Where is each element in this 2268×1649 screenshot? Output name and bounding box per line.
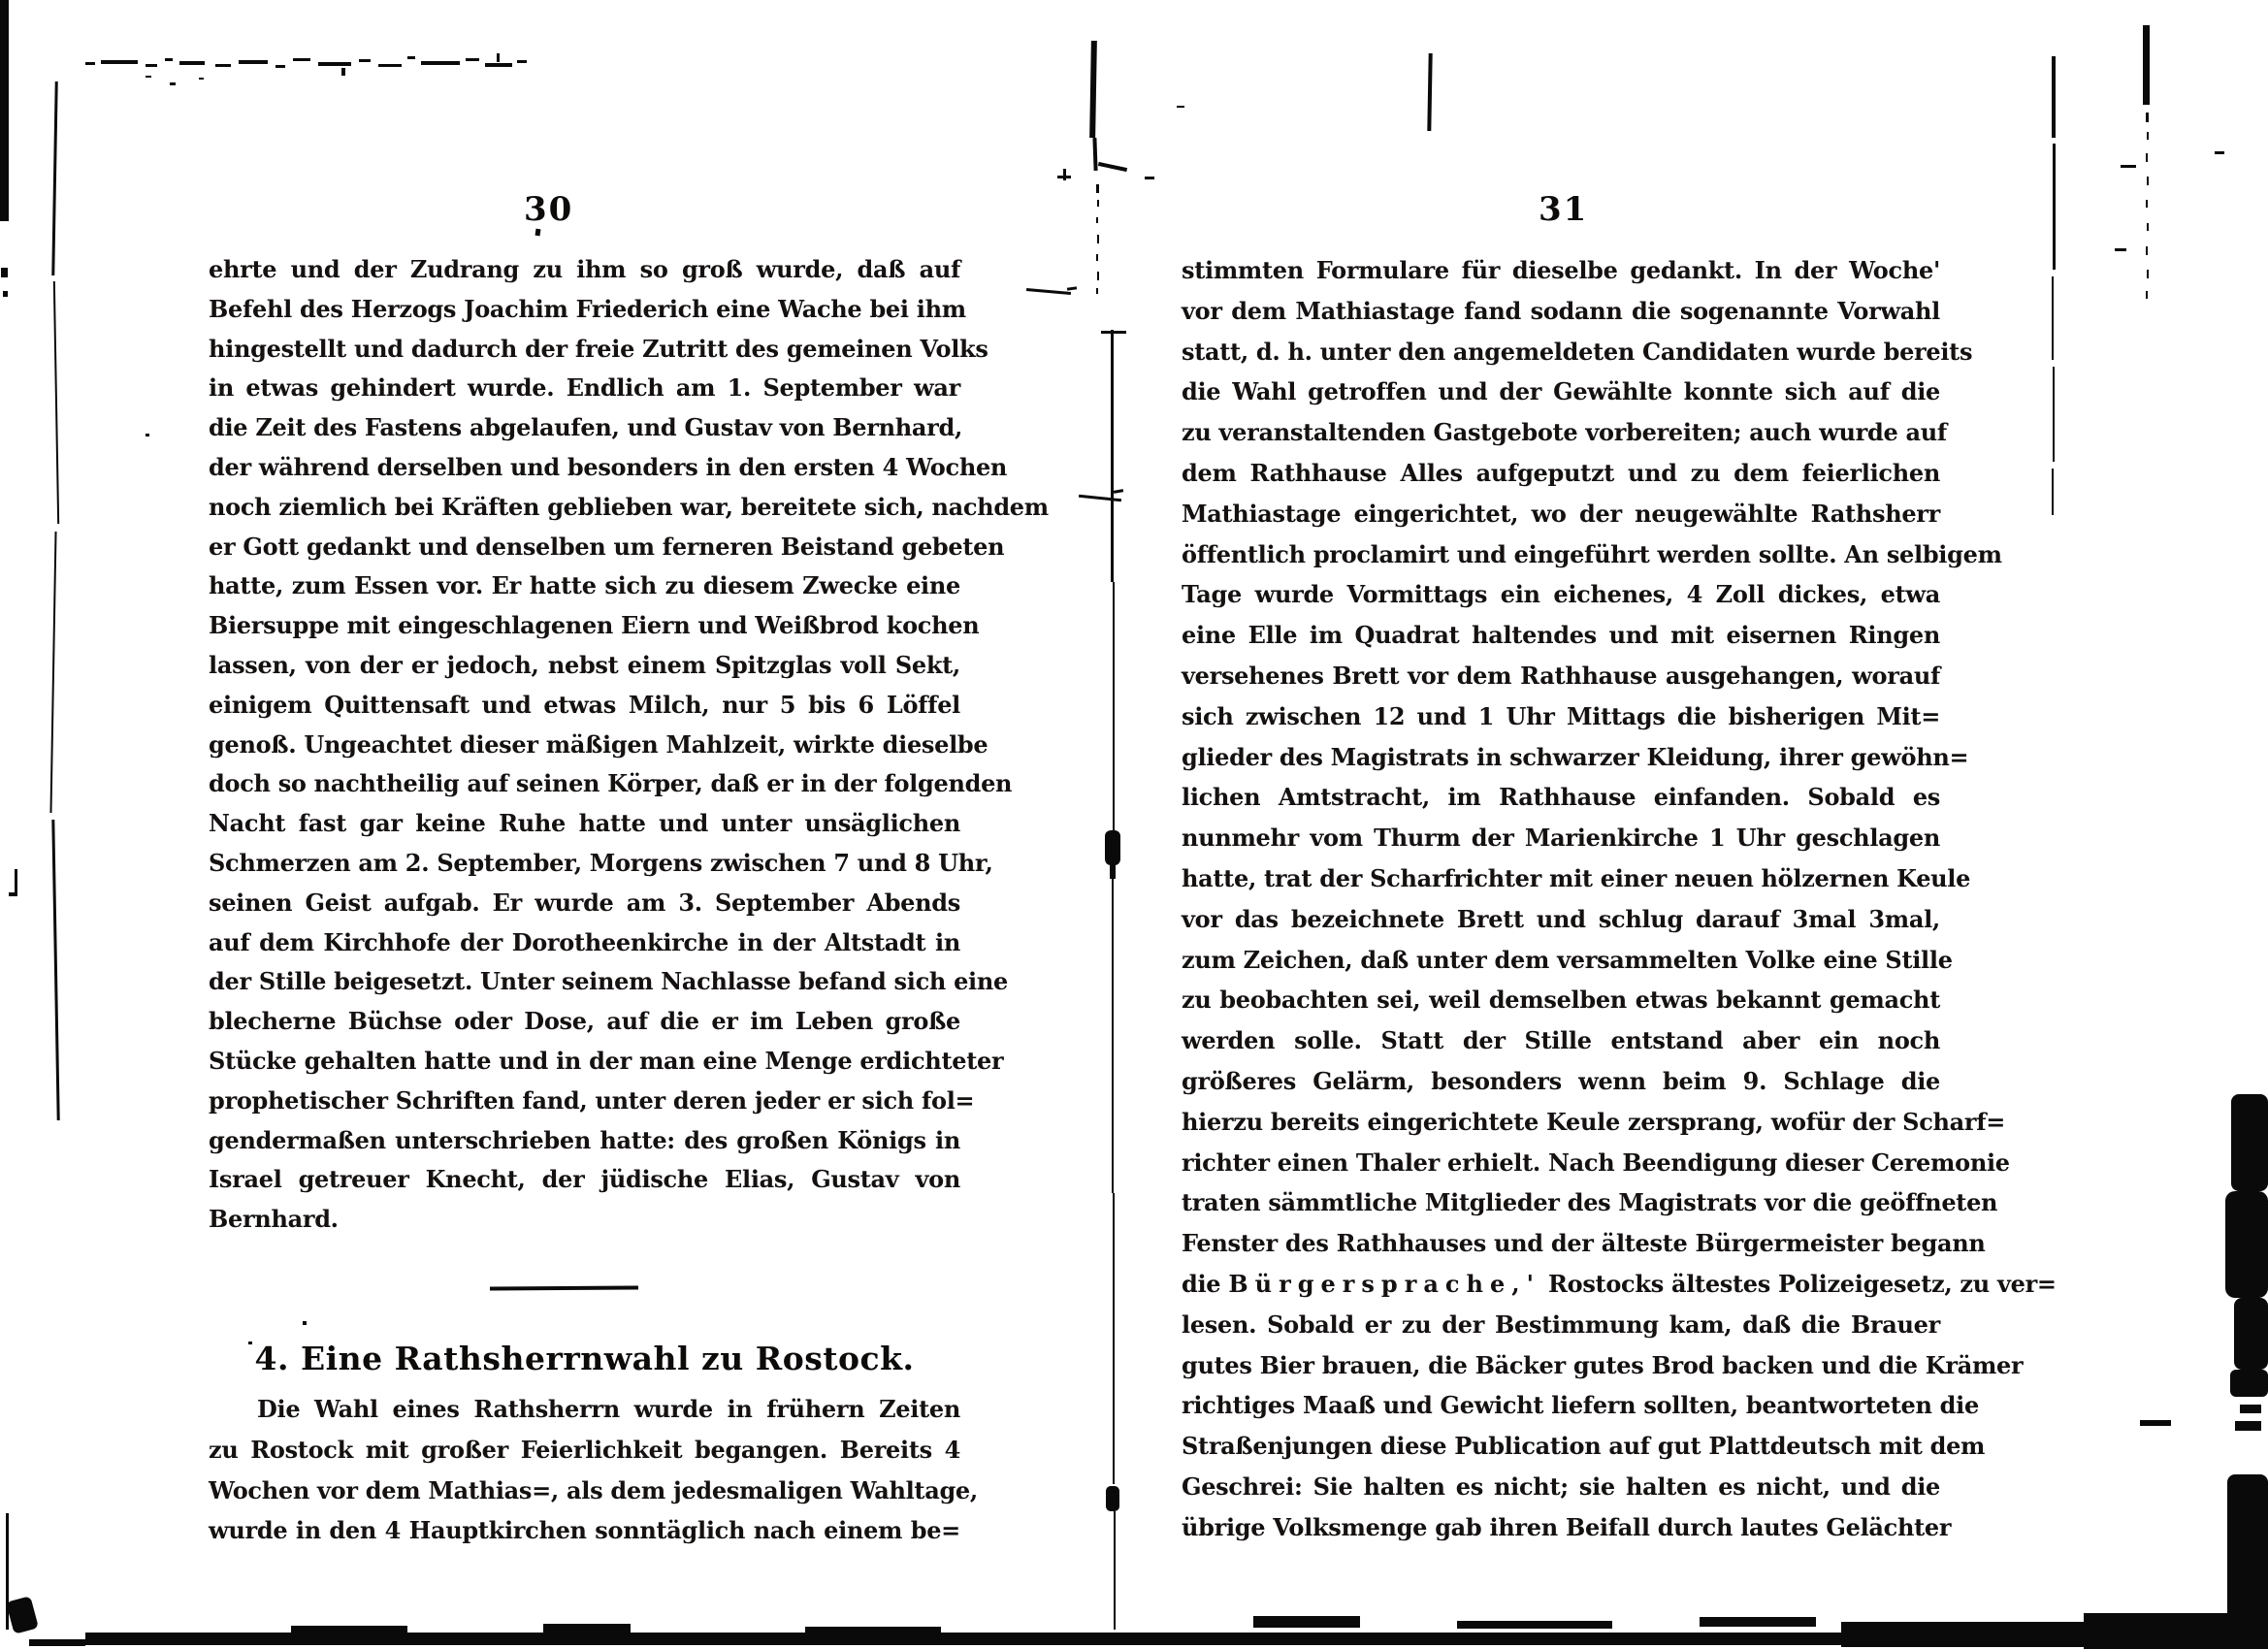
scan-artifact [1101,331,1126,334]
scan-artifact [2234,1298,2268,1370]
scan-artifact [497,53,500,62]
scan-artifact [1098,162,1127,172]
scan-artifact [359,59,371,62]
scan-artifact [1097,235,1099,243]
scan-artifact [2147,177,2149,185]
scan-artifact [2225,1191,2268,1298]
scan-artifact [407,56,415,59]
scan-artifact [2052,56,2056,138]
text-line: Tage wurde Vormittags ein eichenes, 4 Zoll dickes, etwa [1182,580,1940,609]
scan-artifact [2084,1613,2268,1649]
text-line: vor das bezeichnete Brett und schlug darauf 3mal 3mal, [1182,904,1940,933]
text-line: hatte, trat der Scharfrichter mit einer neuen hölzernen Keule [1182,863,1971,892]
text-line: dem Rathhause Alles aufgeputzt und zu dem feierlichen [1182,458,1940,487]
scan-artifact [239,60,268,64]
scan-artifact [318,62,351,66]
text-line: die Wahl getroffen und der Gewählte konnte sich auf die [1182,377,1940,406]
scan-artifact [1111,330,1114,582]
scan-artifact [1096,288,1098,294]
text-line: lassen, von der er jedoch, nebst einem Spitzglas voll Sekt, [209,650,960,679]
scan-artifact [1427,53,1432,131]
scan-artifact [1,268,8,277]
scan-artifact [85,62,95,65]
text-line: lesen. Sobald er zu der Bestimmung kam, daß die Brauer [1182,1310,1940,1339]
scan-artifact [1841,1622,2093,1647]
text-line: hierzu bereits eingerichtete Keule zersprang, wofür der Scharf= [1182,1107,2006,1136]
text-line: der Stille beigesetzt. Unter seinem Nachlasse befand sich eine [209,967,1008,996]
scan-artifact [146,434,149,436]
scan-artifact [199,78,204,80]
text-line: zu veranstaltenden Gastgebote vorbereiten; auch wurde auf [1182,418,1947,447]
text-line: seinen Geist aufgab. Er wurde am 3. September Abends [209,888,960,917]
scan-artifact [2146,153,2148,162]
scan-artifact [1105,830,1120,865]
scan-artifact [51,81,57,275]
scan-artifact [1092,138,1097,171]
scan-artifact [2052,276,2054,360]
text-segment: Rostocks ältestes Polizeigesetz, zu ver= [1539,1269,2057,1298]
scan-artifact [2115,248,2126,251]
scan-artifact [179,61,205,65]
scan-artifact [2147,223,2149,231]
scan-artifact [1096,217,1098,223]
scan-artifact [1114,489,1123,494]
scan-artifact [146,76,151,78]
scan-artifact [2147,270,2149,278]
scan-artifact [1026,288,1071,295]
scan-artifact [1063,169,1066,180]
text-line: Straßenjungen diese Publication auf gut Plattdeutsch mit dem [1182,1432,1986,1461]
text-line: ehrte und der Zudrang zu ihm so groß wurde, daß auf [209,255,960,283]
text-line: zu Rostock mit großer Feierlichkeit begangen. Bereits 4 [209,1435,960,1464]
text-line: Befehl des Herzogs Joachim Friederich eine Wache bei ihm [209,294,966,323]
scan-artifact [2121,165,2136,168]
scan-artifact [1113,1193,1115,1484]
scan-artifact [543,1624,631,1633]
scan-artifact [146,64,157,67]
scan-artifact [2230,1370,2268,1397]
scan-artifact [1089,41,1097,138]
text-line: Bernhard. [209,1205,339,1234]
text-line: die Zeit des Fastens abgelaufen, und Gustav von Bernhard, [209,413,963,442]
scan-artifact [1110,863,1116,879]
scan-artifact [29,1639,85,1646]
scan-artifact [517,60,527,63]
scan-artifact [1113,582,1115,834]
scan-artifact [2147,132,2149,140]
text-line: doch so nachtheilig auf seinen Körper, daß er in der folgenden [209,769,1013,798]
scan-artifact [2143,25,2150,105]
scan-artifact [2146,291,2148,299]
scan-artifact [2146,246,2148,255]
text-line: blecherne Büchse oder Dose, auf die er im Leben große [209,1007,960,1036]
scan-artifact [9,892,17,896]
text-line: Mathiastage eingerichtet, wo der neugewählte Rathsherr [1182,499,1940,528]
text-line: genoß. Ungeachtet dieser mäßigen Mahlzeit, wirkte dieselbe [209,729,988,759]
text-line: prophetischer Schriften fand, unter deren jeder er sich fol= [209,1085,975,1115]
scan-artifact [291,1626,407,1633]
text-line: Israel getreuer Knecht, der jüdische Elias, Gustav von [209,1165,960,1194]
scan-artifact [1097,200,1099,207]
scan-artifact [1700,1617,1816,1627]
page-number-left: 30 [524,190,574,229]
scan-artifact [2053,144,2056,270]
text-line: Schmerzen am 2. September, Morgens zwischen 7 und 8 Uhr, [209,848,993,877]
text-line: richtiges Maaß und Gewicht liefern sollten, beantworteten die [1182,1391,1979,1420]
scan-artifact [1457,1621,1612,1629]
text-line: glieder des Magistrats in schwarzer Kleidung, ihrer gewöhn= [1182,742,1969,771]
scan-artifact [535,229,541,237]
text-line: Wochen vor dem Mathias=, als dem jedesmaligen Wahltage, [209,1475,978,1504]
scan-artifact [293,58,310,61]
scan-artifact [2240,1405,2261,1413]
scan-artifact [49,532,56,813]
text-line: richter einen Thaler erhielt. Nach Beendigung dieser Ceremonie [1182,1148,2010,1177]
right-page-text-block [1182,250,2057,1548]
scan-artifact [421,61,460,65]
text-line: versehenes Brett vor dem Rathhause ausgehangen, worauf [1182,661,1940,690]
text-segment: die [1182,1269,1229,1298]
text-line: öffentlich proclamirt und eingeführt werden sollte. An selbigem [1182,539,2002,568]
scan-artifact [1177,106,1184,108]
text-line: übrige Volksmenge gab ihren Beifall durch lautes Gelächter [1182,1512,1952,1541]
scan-artifact [2215,151,2224,154]
scan-artifact [2053,367,2055,462]
text-line: gendermaßen unterschrieben hatte: des großen Königs in [209,1125,960,1154]
text-line: Nacht fast gar keine Ruhe hatte und unter unsäglichen [209,809,960,838]
scan-artifact [101,60,138,64]
scan-artifact [51,820,59,1120]
section-heading: 4. Eine Rathsherrnwahl zu Rostock. [254,1340,915,1377]
left-page-text-block [209,250,1049,1240]
scan-artifact [53,281,59,524]
scan-artifact [170,82,176,85]
text-line: Biersuppe mit eingeschlagenen Eiern und Weißbrod kochen [209,611,980,640]
text-line: er Gott gedankt und denselben um ferneren Beistand gebeten [209,532,1005,561]
text-line: traten sämmtliche Mitglieder des Magistrats vor die geöffneten [1182,1188,1998,1217]
text-segment-spaced: Bürgersprache,' [1228,1269,1540,1298]
text-line: statt, d. h. unter den angemeldeten Candidaten wurde bereits [1182,337,1973,366]
text-line: nunmehr vom Thurm der Marienkirche 1 Uhr geschlagen [1182,824,1940,853]
text-line: gutes Bier brauen, die Bäcker gutes Brod backen und die Krämer [1182,1350,2024,1379]
scan-artifact [1106,1486,1119,1511]
text-line: größeres Gelärm, besonders wenn beim 9. Schlage die [1182,1066,1940,1095]
text-line: lichen Amtstracht, im Rathhause einfanden. Sobald es [1182,783,1940,812]
scan-artifact [2146,113,2149,122]
scan-artifact [0,0,9,221]
scan-artifact [1067,286,1077,290]
scan-artifact [1253,1616,1360,1628]
scan-artifact [85,1633,1841,1645]
text-line: Die Wahl eines Rathsherrn wurde in frühern Zeiten [257,1395,960,1423]
text-line: werden solle. Statt der Stille entstand aber ein noch [1182,1026,1940,1055]
scan-artifact [805,1627,941,1633]
text-line: einigem Quittensaft und etwas Milch, nur 5 bis 6 Löffel [209,690,960,719]
page-number-right: 31 [1539,190,1589,229]
text-line-letterspaced [1182,1264,2057,1305]
text-line: noch ziemlich bei Kräften geblieben war, bereitete sich, nachdem [209,492,1049,521]
scan-artifact [378,64,402,67]
text-line: hatte, zum Essen vor. Er hatte sich zu diesem Zwecke eine [209,571,960,600]
text-line: sich zwischen 12 und 1 Uhr Mittags die bisherigen Mit= [1182,701,1940,730]
text-line: Fenster des Rathhauses und der älteste Bürgermeister begann [1182,1229,1986,1258]
scan-artifact [1096,184,1099,193]
scan-artifact [2140,1420,2171,1426]
text-line: hingestellt und dadurch der freie Zutritt des gemeinen Volks [209,334,988,363]
left-page-section-block [209,1389,978,1551]
scan-artifact [1079,495,1121,502]
text-line: der während derselben und besonders in den ersten 4 Wochen [209,452,1008,481]
scan-artifact [2231,1094,2268,1191]
scan-artifact [466,58,479,61]
scan-artifact [1096,254,1098,261]
text-line: Geschrei: Sie halten es nicht; sie halten es nicht, und die [1182,1471,1940,1501]
scan-artifact [341,68,345,76]
scan-artifact [275,65,285,68]
text-line: eine Elle im Quadrat haltendes und mit eisernen Ringen [1182,621,1940,650]
text-line: Stücke gehalten hatte und in der man eine Menge erdichteter [209,1046,1004,1075]
scan-artifact [1114,1511,1116,1630]
scan-artifact [485,63,512,67]
text-line: stimmten Formulare für dieselbe gedankt. In der Woche' [1182,256,1940,284]
scan-artifact [165,58,173,61]
text-line: zum Zeichen, daß unter dem versammelten Volke eine Stille [1182,945,1953,974]
text-line: wurde in den 4 Hauptkirchen sonntäglich nach einem be= [209,1516,960,1545]
text-line: in etwas gehindert wurde. Endlich am 1. September war [209,373,960,403]
scan-artifact [2052,469,2054,515]
scan-artifact [3,291,8,297]
scan-artifact [1145,177,1154,179]
text-line: zu beobachten sei, weil demselben etwas bekannt gemacht [1182,986,1940,1015]
scan-artifact [1112,873,1114,1193]
scan-artifact [303,1321,307,1325]
scan-artifact [248,1342,252,1344]
scan-artifact [2146,200,2148,208]
scan-artifact [6,1596,39,1634]
scan-artifact [2235,1421,2261,1431]
section-divider-rule [490,1285,638,1290]
text-line: auf dem Kirchhofe der Dorotheenkirche in der Altstadt in [209,927,960,956]
text-line: vor dem Mathiastage fand sodann die sogenannte Vorwahl [1182,296,1940,325]
scan-artifact [215,64,231,67]
scan-artifact [1097,272,1099,280]
